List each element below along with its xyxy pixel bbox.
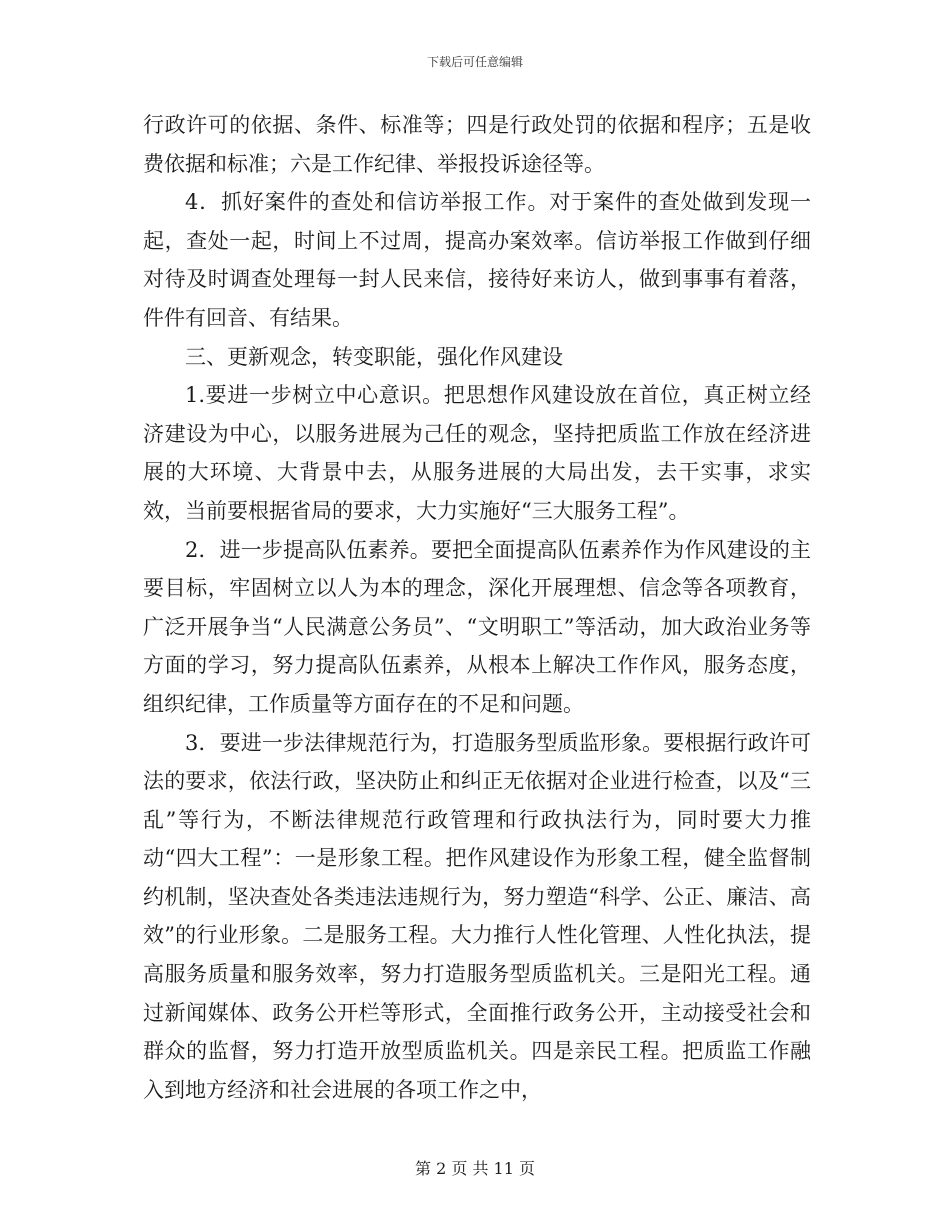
section-heading-3: 三、更新观念，转变职能，强化作风建设	[185, 344, 563, 369]
paragraph-item-1: 1.要进一步树立中心意识。把思想作风建设放在首位，真正树立经济建设为中心，以服务进展为己任的观念，坚持把质监工作放在经济进展的大环境、大背景中去，从服务进展的大局出发，去干实事，求实效，当前要根据省局的要求，大力实施好“三大服务工程”。	[143, 383, 811, 523]
paragraph-item-3: 3．要进一步法律规范行为，打造服务型质监形象。要根据行政许可法的要求，依法行政，坚决防止和纠正无依据对企业进行检查，以及“三乱”等行为，不断法律规范行政管理和行政执法行为，同时要大力推动“四大工程”：一是形象工程。把作风建设作为形象工程，健全监督制约机制，坚决查处各类违法违规行为，努力塑造“科学、公正、廉洁、高效”的行业形象。二是服务工程。大力推行人性化管理、人性化执法，提高服务质量和服务效率，努力打造服务型质监机关。三是阳光工程。通过新闻媒体、政务公开栏等形式，全面推行政务公开，主动接受社会和群众的监督，努力打造开放型质监机关。四是亲民工程。把质监工作融入到地方经济和社会进展的各项工作之中，	[143, 730, 811, 1102]
document-body	[143, 106, 811, 1109]
paragraph-item-4: 4．抓好案件的查处和信访举报工作。对于案件的查处做到发现一起，查处一起，时间上不过周，提高办案效率。信访举报工作做到仔细对待及时调查处理每一封人民来信，接待好来访人，做到事事有着落，件件有回音、有结果。	[143, 190, 811, 330]
page-header: 下载后可任意编辑	[426, 55, 523, 69]
page-footer: 第 2 页 共 11 页	[415, 1159, 535, 1178]
paragraph-item-2: 2．进一步提高队伍素养。要把全面提高队伍素养作为作风建设的主要目标，牢固树立以人为本的理念，深化开展理想、信念等各项教育，广泛开展争当“人民满意公务员”、“文明职工”等活动，加大政治业务等方面的学习，努力提高队伍素养，从根本上解决工作作风，服务态度，组织纪律，工作质量等方面存在的不足和问题。	[143, 537, 811, 716]
paragraph-continuation: 行政许可的依据、条件、标准等；四是行政处罚的依据和程序；五是收费依据和标准；六是工作纪律、举报投诉途径等。	[143, 113, 811, 176]
